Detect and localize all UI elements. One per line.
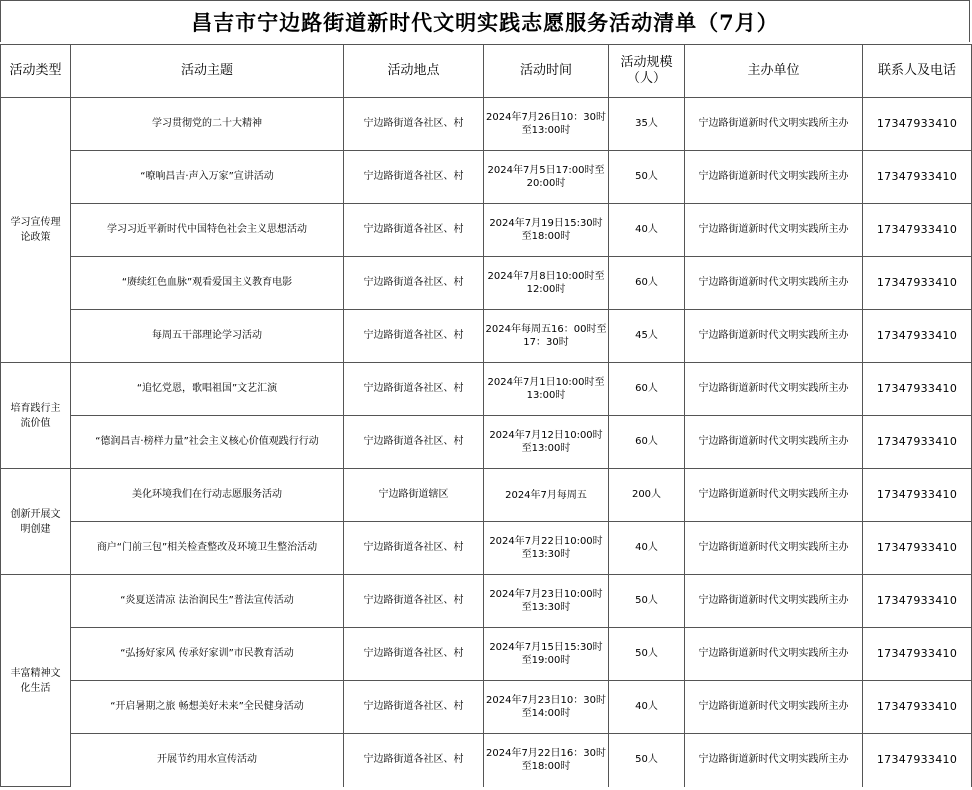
time-cell: 2024年7月15日15:30时至19:00时 [484,628,609,681]
activity-table [0,44,972,787]
scale-cell: 45人 [609,310,685,363]
contact-cell: 17347933410 [863,204,972,257]
place-cell: 宁边路街道各社区、村 [344,257,484,310]
scale-cell: 50人 [609,575,685,628]
time-cell: 2024年7月22日10:00时至13:30时 [484,522,609,575]
place-cell: 宁边路街道各社区、村 [344,734,484,787]
place-cell: 宁边路街道各社区、村 [344,151,484,204]
host-cell: 宁边路街道新时代文明实践所主办 [685,98,863,151]
host-cell: 宁边路街道新时代文明实践所主办 [685,257,863,310]
host-cell: 宁边路街道新时代文明实践所主办 [685,522,863,575]
page-title: 昌吉市宁边路街道新时代文明实践志愿服务活动清单（7月） [0,0,970,42]
theme-cell: “弘扬好家风 传承好家训”市民教育活动 [71,628,344,681]
contact-cell: 17347933410 [863,575,972,628]
activity-type-cell: 学习宣传理论政策 [1,98,71,363]
theme-cell: “开启暑期之旅 畅想美好未来”全民健身活动 [71,681,344,734]
host-cell: 宁边路街道新时代文明实践所主办 [685,151,863,204]
time-cell: 2024年7月23日10:00时至13:30时 [484,575,609,628]
table-row [1,257,972,310]
table-header-row [1,45,972,98]
theme-cell: 学习贯彻党的二十大精神 [71,98,344,151]
theme-cell: “嘹响昌吉·声入万家”宣讲活动 [71,151,344,204]
place-cell: 宁边路街道各社区、村 [344,363,484,416]
activity-type-cell: 培育践行主流价值 [1,363,71,469]
activity-type-cell: 创新开展文明创建 [1,469,71,575]
scale-cell: 50人 [609,151,685,204]
scale-cell: 60人 [609,416,685,469]
table-row [1,151,972,204]
theme-cell: 每周五干部理论学习活动 [71,310,344,363]
scale-cell: 40人 [609,681,685,734]
header-place: 活动地点 [344,45,484,98]
contact-cell: 17347933410 [863,151,972,204]
scale-cell: 40人 [609,522,685,575]
theme-cell: “赓续红色血脉”观看爱国主义教育电影 [71,257,344,310]
contact-cell: 17347933410 [863,628,972,681]
time-cell: 2024年7月1日10:00时至13:00时 [484,363,609,416]
theme-cell: “炎夏送清凉 法治润民生”普法宣传活动 [71,575,344,628]
time-cell: 2024年7月23日10：30时至14:00时 [484,681,609,734]
place-cell: 宁边路街道各社区、村 [344,416,484,469]
contact-cell: 17347933410 [863,310,972,363]
theme-cell: 商户“门前三包”相关检查整改及环境卫生整治活动 [71,522,344,575]
time-cell: 2024年7月22日16：30时至18:00时 [484,734,609,787]
place-cell: 宁边路街道各社区、村 [344,681,484,734]
table-row [1,363,972,416]
time-cell: 2024年每周五16：00时至17：30时 [484,310,609,363]
header-contact: 联系人及电话 [863,45,972,98]
activity-type-cell: 丰富精神文化生活 [1,575,71,787]
header-type: 活动类型 [1,45,71,98]
time-cell: 2024年7月5日17:00时至20:00时 [484,151,609,204]
host-cell: 宁边路街道新时代文明实践所主办 [685,204,863,257]
host-cell: 宁边路街道新时代文明实践所主办 [685,416,863,469]
scale-cell: 200人 [609,469,685,522]
table-row [1,575,972,628]
contact-cell: 17347933410 [863,257,972,310]
time-cell: 2024年7月每周五 [484,469,609,522]
scale-cell: 50人 [609,734,685,787]
table-row [1,681,972,734]
place-cell: 宁边路街道各社区、村 [344,204,484,257]
contact-cell: 17347933410 [863,469,972,522]
time-cell: 2024年7月8日10:00时至12:00时 [484,257,609,310]
scale-cell: 60人 [609,363,685,416]
host-cell: 宁边路街道新时代文明实践所主办 [685,575,863,628]
contact-cell: 17347933410 [863,98,972,151]
time-cell: 2024年7月12日10:00时至13:00时 [484,416,609,469]
table-row [1,310,972,363]
host-cell: 宁边路街道新时代文明实践所主办 [685,469,863,522]
place-cell: 宁边路街道各社区、村 [344,628,484,681]
time-cell: 2024年7月19日15:30时至18:00时 [484,204,609,257]
theme-cell: 美化环境我们在行动志愿服务活动 [71,469,344,522]
host-cell: 宁边路街道新时代文明实践所主办 [685,734,863,787]
header-scale: 活动规模（人） [609,45,685,98]
header-host: 主办单位 [685,45,863,98]
scale-cell: 50人 [609,628,685,681]
place-cell: 宁边路街道各社区、村 [344,310,484,363]
contact-cell: 17347933410 [863,363,972,416]
host-cell: 宁边路街道新时代文明实践所主办 [685,363,863,416]
place-cell: 宁边路街道辖区 [344,469,484,522]
time-cell: 2024年7月26日10：30时至13:00时 [484,98,609,151]
header-time: 活动时间 [484,45,609,98]
place-cell: 宁边路街道各社区、村 [344,575,484,628]
table-row [1,98,972,151]
table-row [1,734,972,787]
scale-cell: 60人 [609,257,685,310]
host-cell: 宁边路街道新时代文明实践所主办 [685,681,863,734]
contact-cell: 17347933410 [863,522,972,575]
table-row [1,628,972,681]
table-row [1,522,972,575]
theme-cell: 开展节约用水宣传活动 [71,734,344,787]
scale-cell: 35人 [609,98,685,151]
theme-cell: “德润昌吉·榜样力量”社会主义核心价值观践行行动 [71,416,344,469]
table-row [1,204,972,257]
host-cell: 宁边路街道新时代文明实践所主办 [685,628,863,681]
table-row [1,469,972,522]
contact-cell: 17347933410 [863,416,972,469]
theme-cell: 学习习近平新时代中国特色社会主义思想活动 [71,204,344,257]
place-cell: 宁边路街道各社区、村 [344,98,484,151]
contact-cell: 17347933410 [863,681,972,734]
place-cell: 宁边路街道各社区、村 [344,522,484,575]
host-cell: 宁边路街道新时代文明实践所主办 [685,310,863,363]
scale-cell: 40人 [609,204,685,257]
theme-cell: “追忆党恩，歌唱祖国”文艺汇演 [71,363,344,416]
contact-cell: 17347933410 [863,734,972,787]
header-theme: 活动主题 [71,45,344,98]
table-row [1,416,972,469]
